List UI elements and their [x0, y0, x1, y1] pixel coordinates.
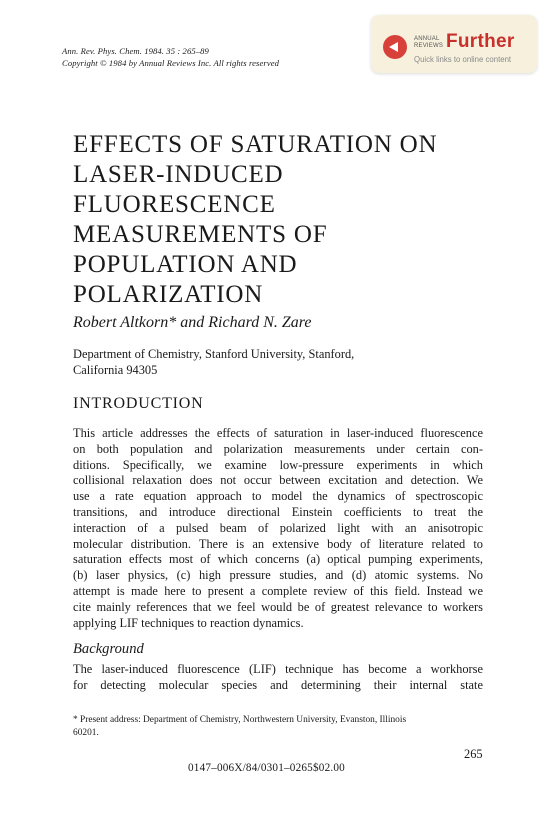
- affiliation: [73, 346, 354, 378]
- footnote-line-2: 60201.: [73, 728, 99, 738]
- annual-text: ANNUAL: [414, 36, 440, 42]
- back-arrow-icon: [383, 35, 407, 59]
- text-line: collisional relaxation does not occur between excitation and detection. We: [73, 473, 483, 488]
- text-line: ditions. Specifically, we examine low-pressure experiments in which: [73, 457, 483, 472]
- introduction-paragraph: [73, 426, 483, 631]
- title-line: FLUORESCENCE: [73, 191, 276, 218]
- text-line: This article addresses the effects of saturation in laser-induced fluorescence: [73, 426, 483, 440]
- text-line: cite mainly references that we feel would be of greatest relevance to workers: [73, 599, 483, 614]
- annual-reviews-logo: [414, 36, 443, 49]
- further-reading-badge[interactable]: [371, 15, 537, 73]
- journal-citation: [62, 45, 279, 69]
- text-line: interaction of a pulsed beam of polarized light with an anisotropic: [73, 520, 483, 535]
- text-line: (b) laser physics, (c) high pressure studies, and (d) atomic systems. No: [73, 568, 483, 583]
- footnote-line-1: * Present address: Department of Chemistry, Northwestern University, Evanston, Illinois: [73, 715, 407, 725]
- title-line: EFFECTS OF SATURATION ON: [73, 131, 438, 158]
- text-line: for detecting molecular species and determining their internal state: [73, 677, 483, 692]
- footnote: [73, 714, 483, 740]
- subsection-heading: Background: [73, 641, 144, 657]
- badge-subtitle: Quick links to online content: [414, 55, 512, 64]
- affiliation-line-2: California 94305: [73, 363, 158, 377]
- further-label: Further: [446, 31, 515, 52]
- background-paragraph: [73, 662, 483, 694]
- text-line: transitions, and introduce directional Einstein coefficients to treat the: [73, 504, 483, 519]
- text-line: applying LIF techniques to reaction dynamics.: [73, 615, 304, 630]
- text-line: attempt is made here to present a complete review of this field. Instead we: [73, 583, 483, 598]
- text-line: molecular distribution. There is an extensive body of literature related to: [73, 536, 483, 551]
- reviews-text: REVIEWS: [414, 42, 444, 49]
- text-line: The laser-induced fluorescence (LIF) technique has become a workhorse: [73, 662, 483, 676]
- page-number: 265: [464, 747, 483, 761]
- citation-line-1: Ann. Rev. Phys. Chem. 1984. 35 : 265–89: [62, 46, 209, 56]
- affiliation-line-1: Department of Chemistry, Stanford University, Stanford,: [73, 347, 355, 361]
- title-line: POPULATION AND: [73, 251, 298, 278]
- text-line: use a rate equation approach to model the dynamics of spectroscopic: [73, 489, 483, 504]
- section-heading: INTRODUCTION: [73, 395, 204, 412]
- authors: Robert Altkorn* and Richard N. Zare: [73, 314, 312, 331]
- title-line: POLARIZATION: [73, 281, 264, 308]
- title-line: LASER-INDUCED: [73, 161, 284, 188]
- title-line: MEASUREMENTS OF: [73, 221, 328, 248]
- citation-line-2: Copyright © 1984 by Annual Reviews Inc. All rights reserved: [62, 58, 280, 68]
- article-code: 0147–006X/84/0301–0265$02.00: [188, 762, 345, 774]
- article-title: [73, 130, 513, 310]
- text-line: saturation effects most of which concerns (a) optical pumping experiments,: [73, 552, 483, 567]
- text-line: on both population and polarization measurements under certain con-: [73, 441, 483, 456]
